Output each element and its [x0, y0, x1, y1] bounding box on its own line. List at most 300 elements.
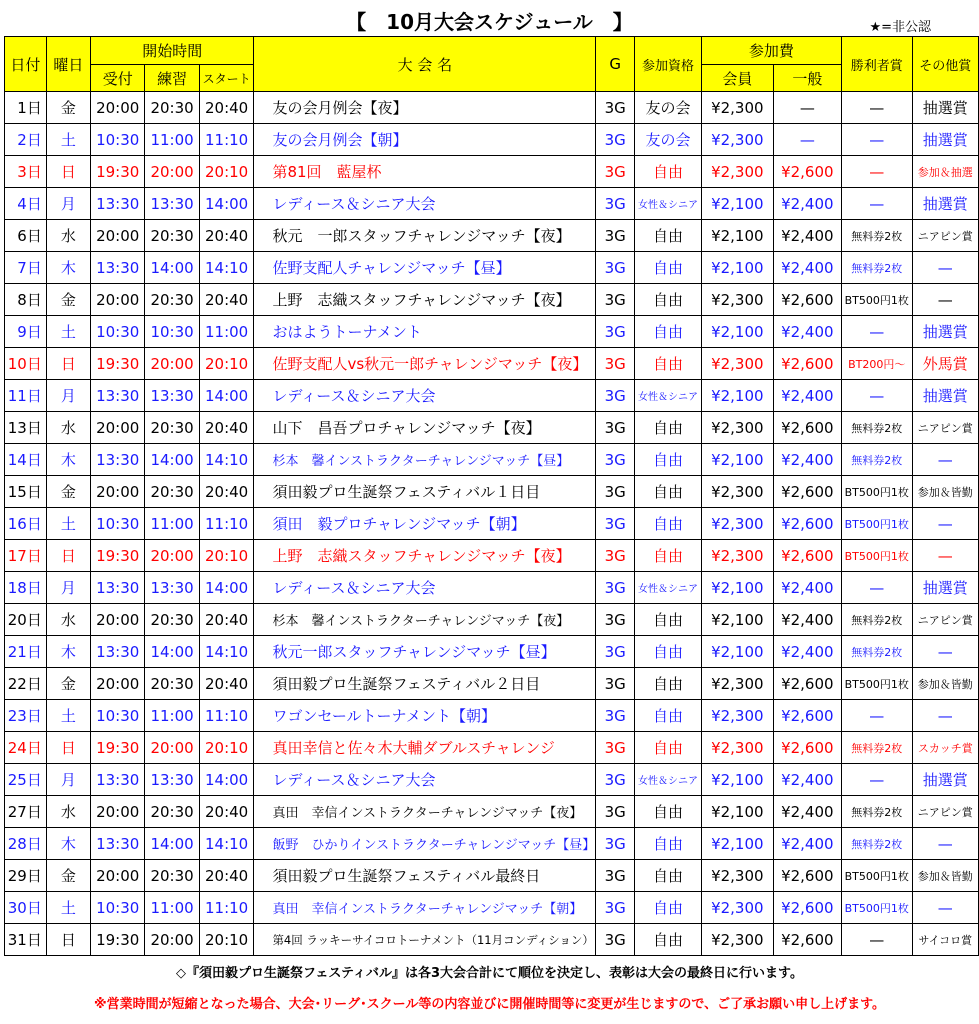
table-row — [5, 252, 979, 284]
other-prize-cell: 抽選賞 — [912, 380, 978, 412]
practice-cell: 13:30 — [145, 764, 199, 796]
general-fee-cell: ¥2,400 — [773, 316, 841, 348]
table-row — [5, 284, 979, 316]
table-row — [5, 636, 979, 668]
reception-cell: 13:30 — [91, 828, 145, 860]
start-cell: 11:10 — [199, 700, 254, 732]
general-fee-cell: ¥2,400 — [773, 572, 841, 604]
eligibility-cell: 自由 — [635, 924, 702, 956]
general-fee-cell: ¥2,400 — [773, 636, 841, 668]
winner-prize-cell: 無料券2枚 — [841, 732, 912, 764]
games-cell: 3G — [596, 92, 635, 124]
eligibility-cell: 自由 — [635, 508, 702, 540]
day-cell: 4日 — [5, 188, 47, 220]
other-prize-cell: ニアピン賞 — [912, 796, 978, 828]
winner-prize-cell: BT500円1枚 — [841, 284, 912, 316]
day-cell: 13日 — [5, 412, 47, 444]
eligibility-cell: 女性＆シニア — [635, 380, 702, 412]
general-fee-cell: ¥2,600 — [773, 860, 841, 892]
reception-cell: 10:30 — [91, 700, 145, 732]
start-cell: 20:10 — [199, 156, 254, 188]
games-cell: 3G — [596, 540, 635, 572]
winner-prize-cell: 無料券2枚 — [841, 604, 912, 636]
day-cell: 16日 — [5, 508, 47, 540]
winner-prize-cell: 無料券2枚 — [841, 636, 912, 668]
games-cell: 3G — [596, 508, 635, 540]
practice-cell: 20:00 — [145, 156, 199, 188]
weekday-cell: 日 — [46, 924, 90, 956]
event-name-cell: 友の会月例会【朝】 — [254, 124, 596, 156]
day-cell: 2日 — [5, 124, 47, 156]
other-prize-cell: — — [912, 892, 978, 924]
other-prize-cell: 参加＆皆勤 — [912, 668, 978, 700]
winner-prize-cell: 無料券2枚 — [841, 828, 912, 860]
event-name-cell: 真田幸信と佐々木大輔ダブルスチャレンジ — [254, 732, 596, 764]
day-cell: 23日 — [5, 700, 47, 732]
winner-prize-cell: BT500円1枚 — [841, 892, 912, 924]
general-fee-cell: ¥2,600 — [773, 924, 841, 956]
general-fee-cell: ¥2,400 — [773, 764, 841, 796]
games-cell: 3G — [596, 604, 635, 636]
games-cell: 3G — [596, 892, 635, 924]
general-fee-cell: ¥2,400 — [773, 380, 841, 412]
day-cell: 20日 — [5, 604, 47, 636]
games-cell: 3G — [596, 700, 635, 732]
start-cell: 20:40 — [199, 284, 254, 316]
header-start: スタート — [199, 65, 254, 92]
table-row — [5, 892, 979, 924]
other-prize-cell: — — [912, 700, 978, 732]
other-prize-cell: — — [912, 444, 978, 476]
start-cell: 20:10 — [199, 540, 254, 572]
table-row — [5, 188, 979, 220]
start-cell: 14:00 — [199, 188, 254, 220]
start-cell: 20:40 — [199, 92, 254, 124]
weekday-cell: 日 — [46, 156, 90, 188]
weekday-cell: 土 — [46, 124, 90, 156]
event-name-cell: 佐野支配人チャレンジマッチ【昼】 — [254, 252, 596, 284]
other-prize-cell: 抽選賞 — [912, 764, 978, 796]
header-date: 日付 — [5, 37, 47, 92]
winner-prize-cell: — — [841, 572, 912, 604]
day-cell: 1日 — [5, 92, 47, 124]
eligibility-cell: 自由 — [635, 828, 702, 860]
weekday-cell: 日 — [46, 540, 90, 572]
practice-cell: 20:00 — [145, 348, 199, 380]
day-cell: 8日 — [5, 284, 47, 316]
table-row — [5, 348, 979, 380]
day-cell: 30日 — [5, 892, 47, 924]
general-fee-cell: ¥2,600 — [773, 156, 841, 188]
eligibility-cell: 自由 — [635, 444, 702, 476]
practice-cell: 11:00 — [145, 892, 199, 924]
reception-cell: 20:00 — [91, 604, 145, 636]
table-row — [5, 412, 979, 444]
table-row — [5, 924, 979, 956]
table-row — [5, 316, 979, 348]
event-name-cell: 須田毅プロ生誕祭フェスティバル１日目 — [254, 476, 596, 508]
footer-note-disclaimer: ※営業時間が短縮となった場合、大会･リーグ･スクール等の内容並びに開催時間等に変更が生じますので、ご了承お願い申し上げます。 — [93, 997, 886, 1012]
practice-cell: 10:30 — [145, 316, 199, 348]
weekday-cell: 木 — [46, 252, 90, 284]
weekday-cell: 水 — [46, 796, 90, 828]
weekday-cell: 日 — [46, 732, 90, 764]
event-name-cell: 真田 幸信インストラクターチャレンジマッチ【夜】 — [254, 796, 596, 828]
other-prize-cell: 抽選賞 — [912, 316, 978, 348]
event-name-cell: 須田毅プロ生誕祭フェスティバル２日目 — [254, 668, 596, 700]
header-other: その他賞 — [912, 37, 978, 92]
winner-prize-cell: 無料券2枚 — [841, 252, 912, 284]
weekday-cell: 金 — [46, 860, 90, 892]
games-cell: 3G — [596, 828, 635, 860]
start-cell: 11:10 — [199, 892, 254, 924]
member-fee-cell: ¥2,300 — [701, 732, 773, 764]
practice-cell: 20:30 — [145, 668, 199, 700]
winner-prize-cell: — — [841, 156, 912, 188]
general-fee-cell: ¥2,400 — [773, 252, 841, 284]
member-fee-cell: ¥2,100 — [701, 828, 773, 860]
games-cell: 3G — [596, 220, 635, 252]
table-row — [5, 476, 979, 508]
winner-prize-cell: — — [841, 700, 912, 732]
title-bar — [0, 0, 979, 36]
header-member: 会員 — [701, 65, 773, 92]
general-fee-cell: ¥2,600 — [773, 284, 841, 316]
member-fee-cell: ¥2,300 — [701, 892, 773, 924]
member-fee-cell: ¥2,100 — [701, 572, 773, 604]
reception-cell: 13:30 — [91, 252, 145, 284]
event-name-cell: 秋元 一郎スタッフチャレンジマッチ【夜】 — [254, 220, 596, 252]
winner-prize-cell: — — [841, 316, 912, 348]
table-row — [5, 444, 979, 476]
weekday-cell: 月 — [46, 764, 90, 796]
practice-cell: 20:00 — [145, 540, 199, 572]
reception-cell: 10:30 — [91, 316, 145, 348]
games-cell: 3G — [596, 572, 635, 604]
event-name-cell: 秋元一郎スタッフチャレンジマッチ【昼】 — [254, 636, 596, 668]
practice-cell: 20:00 — [145, 732, 199, 764]
member-fee-cell: ¥2,300 — [701, 348, 773, 380]
start-cell: 11:00 — [199, 316, 254, 348]
day-cell: 3日 — [5, 156, 47, 188]
games-cell: 3G — [596, 764, 635, 796]
start-cell: 14:10 — [199, 828, 254, 860]
member-fee-cell: ¥2,100 — [701, 220, 773, 252]
event-name-cell: 真田 幸信インストラクターチャレンジマッチ【朝】 — [254, 892, 596, 924]
weekday-cell: 土 — [46, 508, 90, 540]
other-prize-cell: 参加＆皆勤 — [912, 476, 978, 508]
general-fee-cell: ¥2,400 — [773, 188, 841, 220]
start-cell: 20:40 — [199, 796, 254, 828]
header-weekday: 曜日 — [46, 37, 90, 92]
other-prize-cell: ニアピン賞 — [912, 604, 978, 636]
games-cell: 3G — [596, 636, 635, 668]
reception-cell: 20:00 — [91, 92, 145, 124]
weekday-cell: 金 — [46, 92, 90, 124]
other-prize-cell: ニアピン賞 — [912, 412, 978, 444]
table-row — [5, 668, 979, 700]
day-cell: 18日 — [5, 572, 47, 604]
general-fee-cell: ¥2,400 — [773, 220, 841, 252]
day-cell: 27日 — [5, 796, 47, 828]
header-winner: 勝利者賞 — [841, 37, 912, 92]
general-fee-cell: ¥2,600 — [773, 508, 841, 540]
winner-prize-cell: 無料券2枚 — [841, 796, 912, 828]
practice-cell: 20:30 — [145, 796, 199, 828]
day-cell: 11日 — [5, 380, 47, 412]
start-cell: 20:40 — [199, 604, 254, 636]
practice-cell: 20:30 — [145, 412, 199, 444]
practice-cell: 20:30 — [145, 92, 199, 124]
start-cell: 14:00 — [199, 380, 254, 412]
reception-cell: 20:00 — [91, 220, 145, 252]
header-general: 一般 — [773, 65, 841, 92]
member-fee-cell: ¥2,100 — [701, 764, 773, 796]
member-fee-cell: ¥2,100 — [701, 444, 773, 476]
reception-cell: 19:30 — [91, 348, 145, 380]
games-cell: 3G — [596, 412, 635, 444]
day-cell: 28日 — [5, 828, 47, 860]
reception-cell: 13:30 — [91, 764, 145, 796]
member-fee-cell: ¥2,300 — [701, 284, 773, 316]
table-row — [5, 508, 979, 540]
day-cell: 10日 — [5, 348, 47, 380]
weekday-cell: 木 — [46, 444, 90, 476]
general-fee-cell: ¥2,600 — [773, 732, 841, 764]
start-cell: 14:10 — [199, 444, 254, 476]
general-fee-cell: ¥2,400 — [773, 604, 841, 636]
event-name-cell: レディース＆シニア大会 — [254, 572, 596, 604]
winner-prize-cell: — — [841, 124, 912, 156]
table-row — [5, 92, 979, 124]
reception-cell: 13:30 — [91, 572, 145, 604]
event-name-cell: レディース＆シニア大会 — [254, 188, 596, 220]
general-fee-cell: ¥2,600 — [773, 412, 841, 444]
event-name-cell: 杉本 馨インストラクターチャレンジマッチ【昼】 — [254, 444, 596, 476]
reception-cell: 13:30 — [91, 444, 145, 476]
general-fee-cell: ¥2,600 — [773, 892, 841, 924]
table-row — [5, 732, 979, 764]
practice-cell: 20:30 — [145, 860, 199, 892]
games-cell: 3G — [596, 188, 635, 220]
practice-cell: 13:30 — [145, 572, 199, 604]
other-prize-cell: スカッチ賞 — [912, 732, 978, 764]
table-row — [5, 572, 979, 604]
member-fee-cell: ¥2,300 — [701, 540, 773, 572]
member-fee-cell: ¥2,100 — [701, 636, 773, 668]
table-row — [5, 540, 979, 572]
other-prize-cell: 抽選賞 — [912, 188, 978, 220]
eligibility-cell: 自由 — [635, 732, 702, 764]
other-prize-cell: — — [912, 508, 978, 540]
eligibility-cell: 自由 — [635, 700, 702, 732]
practice-cell: 14:00 — [145, 252, 199, 284]
start-cell: 20:40 — [199, 668, 254, 700]
member-fee-cell: ¥2,300 — [701, 508, 773, 540]
practice-cell: 11:00 — [145, 700, 199, 732]
table-row — [5, 700, 979, 732]
table-row — [5, 380, 979, 412]
start-cell: 11:10 — [199, 124, 254, 156]
practice-cell: 14:00 — [145, 828, 199, 860]
event-name-cell: レディース＆シニア大会 — [254, 764, 596, 796]
practice-cell: 20:30 — [145, 476, 199, 508]
table-row — [5, 764, 979, 796]
table-row — [5, 124, 979, 156]
day-cell: 17日 — [5, 540, 47, 572]
start-cell: 20:10 — [199, 924, 254, 956]
reception-cell: 10:30 — [91, 508, 145, 540]
eligibility-cell: 女性＆シニア — [635, 188, 702, 220]
day-cell: 24日 — [5, 732, 47, 764]
reception-cell: 20:00 — [91, 668, 145, 700]
general-fee-cell: ¥2,400 — [773, 828, 841, 860]
reception-cell: 20:00 — [91, 476, 145, 508]
member-fee-cell: ¥2,100 — [701, 188, 773, 220]
winner-prize-cell: BT500円1枚 — [841, 668, 912, 700]
schedule-table — [4, 36, 979, 956]
winner-prize-cell: BT500円1枚 — [841, 540, 912, 572]
day-cell: 6日 — [5, 220, 47, 252]
winner-prize-cell: — — [841, 764, 912, 796]
eligibility-cell: 自由 — [635, 540, 702, 572]
practice-cell: 14:00 — [145, 444, 199, 476]
member-fee-cell: ¥2,100 — [701, 252, 773, 284]
event-name-cell: 上野 志織スタッフチャレンジマッチ【夜】 — [254, 284, 596, 316]
other-prize-cell: — — [912, 540, 978, 572]
games-cell: 3G — [596, 732, 635, 764]
eligibility-cell: 自由 — [635, 220, 702, 252]
event-name-cell: 須田 毅プロチャレンジマッチ【朝】 — [254, 508, 596, 540]
header-fee-group: 参加費 — [701, 37, 841, 65]
reception-cell: 20:00 — [91, 860, 145, 892]
eligibility-cell: 自由 — [635, 796, 702, 828]
event-name-cell: 山下 昌吾プロチャレンジマッチ【夜】 — [254, 412, 596, 444]
weekday-cell: 土 — [46, 316, 90, 348]
games-cell: 3G — [596, 476, 635, 508]
table-row — [5, 156, 979, 188]
table-row — [5, 796, 979, 828]
day-cell: 14日 — [5, 444, 47, 476]
practice-cell: 11:00 — [145, 124, 199, 156]
winner-prize-cell: — — [841, 380, 912, 412]
reception-cell: 19:30 — [91, 156, 145, 188]
practice-cell: 20:00 — [145, 924, 199, 956]
eligibility-cell: 自由 — [635, 604, 702, 636]
event-name-cell: 第81回 藍屋杯 — [254, 156, 596, 188]
reception-cell: 13:30 — [91, 636, 145, 668]
games-cell: 3G — [596, 380, 635, 412]
winner-prize-cell: BT200円～ — [841, 348, 912, 380]
reception-cell: 20:00 — [91, 284, 145, 316]
header-eligibility: 参加資格 — [635, 37, 702, 92]
day-cell: 22日 — [5, 668, 47, 700]
event-name-cell: おはようトーナメント — [254, 316, 596, 348]
day-cell: 7日 — [5, 252, 47, 284]
eligibility-cell: 友の会 — [635, 124, 702, 156]
practice-cell: 14:00 — [145, 636, 199, 668]
eligibility-cell: 女性＆シニア — [635, 764, 702, 796]
other-prize-cell: 抽選賞 — [912, 124, 978, 156]
eligibility-cell: 自由 — [635, 156, 702, 188]
member-fee-cell: ¥2,300 — [701, 92, 773, 124]
general-fee-cell: ¥2,600 — [773, 540, 841, 572]
day-cell: 21日 — [5, 636, 47, 668]
event-name-cell: 友の会月例会【夜】 — [254, 92, 596, 124]
weekday-cell: 木 — [46, 636, 90, 668]
winner-prize-cell: BT500円1枚 — [841, 860, 912, 892]
other-prize-cell: 抽選賞 — [912, 572, 978, 604]
reception-cell: 20:00 — [91, 412, 145, 444]
games-cell: 3G — [596, 124, 635, 156]
weekday-cell: 日 — [46, 348, 90, 380]
table-row — [5, 604, 979, 636]
member-fee-cell: ¥2,300 — [701, 476, 773, 508]
table-row — [5, 828, 979, 860]
general-fee-cell: ¥2,600 — [773, 668, 841, 700]
games-cell: 3G — [596, 252, 635, 284]
winner-prize-cell: 無料券2枚 — [841, 412, 912, 444]
member-fee-cell: ¥2,300 — [701, 412, 773, 444]
header-start-group: 開始時間 — [91, 37, 254, 65]
day-cell: 29日 — [5, 860, 47, 892]
event-name-cell: ワゴンセールトーナメント【朝】 — [254, 700, 596, 732]
other-prize-cell: 参加＆抽選 — [912, 156, 978, 188]
eligibility-cell: 自由 — [635, 252, 702, 284]
general-fee-cell: — — [773, 92, 841, 124]
games-cell: 3G — [596, 444, 635, 476]
start-cell: 20:10 — [199, 732, 254, 764]
event-name-cell: 佐野支配人vs秋元一郎チャレンジマッチ【夜】 — [254, 348, 596, 380]
other-prize-cell: サイコロ賞 — [912, 924, 978, 956]
eligibility-cell: 自由 — [635, 348, 702, 380]
day-cell: 9日 — [5, 316, 47, 348]
member-fee-cell: ¥2,100 — [701, 604, 773, 636]
header-practice: 練習 — [145, 65, 199, 92]
games-cell: 3G — [596, 668, 635, 700]
games-cell: 3G — [596, 284, 635, 316]
page-title: 【 10月大会スケジュール 】 — [346, 10, 633, 34]
footer-note-festival: ◇『須田毅プロ生誕祭フェスティバル』は各3大会合計にて順位を決定し、表彰は大会の最終日に行います。 — [175, 966, 804, 981]
practice-cell: 20:30 — [145, 604, 199, 636]
reception-cell: 20:00 — [91, 796, 145, 828]
start-cell: 20:40 — [199, 220, 254, 252]
member-fee-cell: ¥2,300 — [701, 124, 773, 156]
other-prize-cell: — — [912, 284, 978, 316]
start-cell: 14:10 — [199, 636, 254, 668]
weekday-cell: 月 — [46, 572, 90, 604]
member-fee-cell: ¥2,300 — [701, 924, 773, 956]
event-name-cell: レディース＆シニア大会 — [254, 380, 596, 412]
header-games: G — [596, 37, 635, 92]
start-cell: 14:00 — [199, 572, 254, 604]
weekday-cell: 土 — [46, 700, 90, 732]
eligibility-cell: 自由 — [635, 316, 702, 348]
eligibility-cell: 友の会 — [635, 92, 702, 124]
other-prize-cell: ニアピン賞 — [912, 220, 978, 252]
member-fee-cell: ¥2,300 — [701, 860, 773, 892]
practice-cell: 13:30 — [145, 380, 199, 412]
weekday-cell: 金 — [46, 284, 90, 316]
eligibility-cell: 自由 — [635, 860, 702, 892]
eligibility-cell: 自由 — [635, 284, 702, 316]
winner-prize-cell: — — [841, 924, 912, 956]
weekday-cell: 木 — [46, 828, 90, 860]
start-cell: 14:10 — [199, 252, 254, 284]
header-reception: 受付 — [91, 65, 145, 92]
reception-cell: 10:30 — [91, 892, 145, 924]
event-name-cell: 杉本 馨インストラクターチャレンジマッチ【夜】 — [254, 604, 596, 636]
